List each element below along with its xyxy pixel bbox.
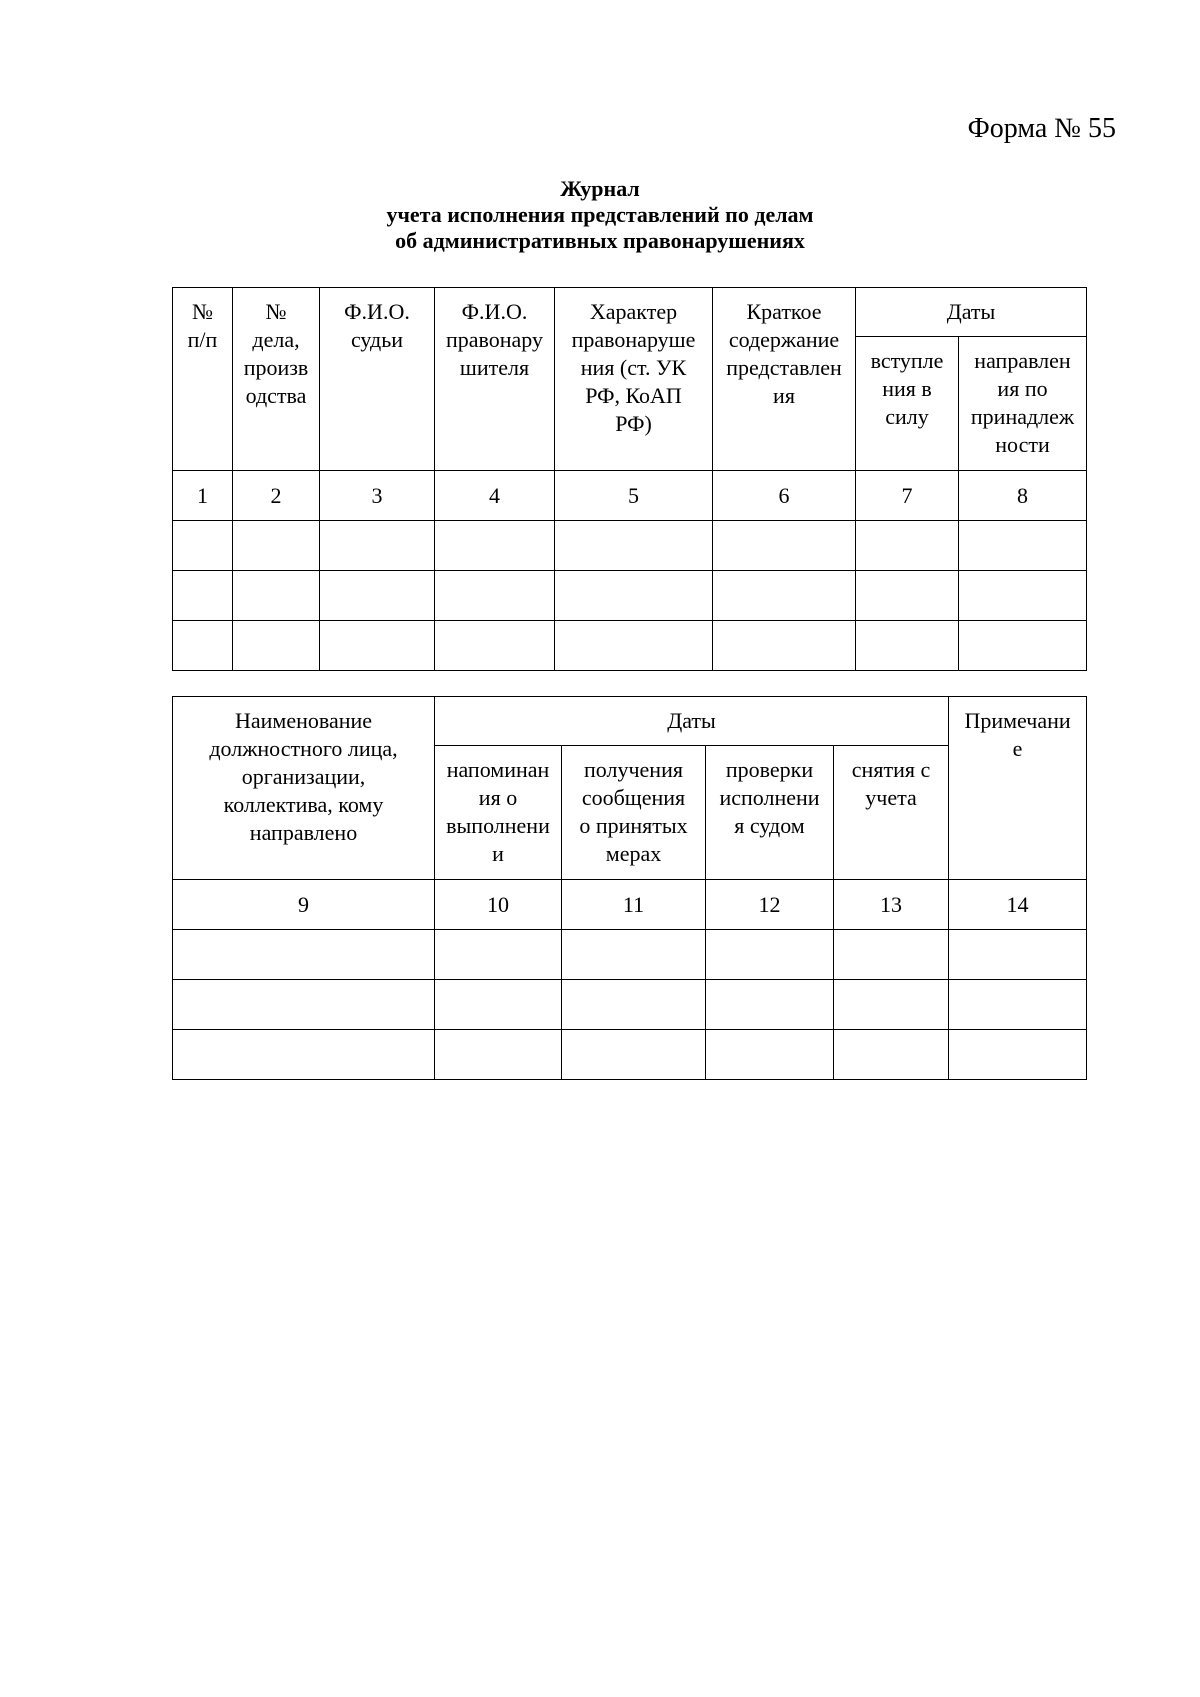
empty-cell xyxy=(435,930,562,980)
header-cell-jurisdiction-date: направлен ия по принадлеж ности xyxy=(959,337,1087,471)
empty-cell xyxy=(834,1030,949,1080)
header-cell-note: Примечани е xyxy=(949,697,1087,880)
empty-cell xyxy=(706,1030,834,1080)
form-number: Форма № 55 xyxy=(967,113,1116,144)
title-line-1: Журнал xyxy=(560,176,640,201)
header-row-1 xyxy=(173,697,1087,746)
table-row xyxy=(173,521,1087,571)
header-cell-case-number: № дела, произв одства xyxy=(233,288,320,471)
column-number-cell: 1 xyxy=(173,471,233,521)
empty-cell xyxy=(713,571,856,621)
document-title xyxy=(0,176,1200,254)
empty-cell xyxy=(435,621,555,671)
empty-cell xyxy=(555,621,713,671)
table-row xyxy=(173,621,1087,671)
title-line-3: об административных правонарушениях xyxy=(395,228,805,253)
title-line-2: учета исполнения представлений по делам xyxy=(386,202,814,227)
empty-cell xyxy=(562,980,706,1030)
header-cell-effective-date: вступле ния в силу xyxy=(856,337,959,471)
empty-cell xyxy=(856,571,959,621)
empty-cell xyxy=(713,621,856,671)
column-number-cell: 10 xyxy=(435,880,562,930)
empty-cell xyxy=(713,521,856,571)
empty-cell xyxy=(435,571,555,621)
empty-cell xyxy=(949,980,1087,1030)
empty-cell xyxy=(173,930,435,980)
table-row xyxy=(173,930,1087,980)
empty-cell xyxy=(173,980,435,1030)
empty-cell xyxy=(856,521,959,571)
journal-table-part-2 xyxy=(172,696,1087,1080)
column-number-cell: 12 xyxy=(706,880,834,930)
column-number-cell: 4 xyxy=(435,471,555,521)
empty-cell xyxy=(959,571,1087,621)
empty-cell xyxy=(320,621,435,671)
header-row-1 xyxy=(173,288,1087,337)
empty-cell xyxy=(233,621,320,671)
column-number-row xyxy=(173,471,1087,521)
empty-cell xyxy=(856,621,959,671)
header-cell-reminder-date: напоминан ия о выполнени и xyxy=(435,746,562,880)
empty-cell xyxy=(706,930,834,980)
empty-cell xyxy=(949,1030,1087,1080)
header-cell-check-date: проверки исполнени я судом xyxy=(706,746,834,880)
header-cell-offender-name: Ф.И.О. правонару шителя xyxy=(435,288,555,471)
empty-cell xyxy=(834,980,949,1030)
empty-cell xyxy=(233,571,320,621)
column-number-cell: 11 xyxy=(562,880,706,930)
header-cell-offense-nature: Характер правонаруше ния (ст. УК РФ, КоАП РФ) xyxy=(555,288,713,471)
column-number-cell: 2 xyxy=(233,471,320,521)
header-cell-response-date: получения сообщения о принятых мерах xyxy=(562,746,706,880)
table-row xyxy=(173,571,1087,621)
empty-cell xyxy=(959,521,1087,571)
empty-cell xyxy=(435,980,562,1030)
empty-cell xyxy=(320,571,435,621)
empty-cell xyxy=(173,521,233,571)
table-row xyxy=(173,1030,1087,1080)
empty-cell xyxy=(555,521,713,571)
column-number-cell: 14 xyxy=(949,880,1087,930)
header-cell-judge-name: Ф.И.О. судьи xyxy=(320,288,435,471)
empty-cell xyxy=(834,930,949,980)
header-cell-row-number: № п/п xyxy=(173,288,233,471)
column-number-cell: 3 xyxy=(320,471,435,521)
empty-cell xyxy=(173,571,233,621)
table-row xyxy=(173,980,1087,1030)
empty-cell xyxy=(435,521,555,571)
journal-table-part-1 xyxy=(172,287,1087,671)
column-number-cell: 6 xyxy=(713,471,856,521)
empty-cell xyxy=(706,980,834,1030)
header-cell-recipient: Наименование должностного лица, организации, коллектива, кому направлено xyxy=(173,697,435,880)
column-number-row xyxy=(173,880,1087,930)
empty-cell xyxy=(173,1030,435,1080)
header-cell-dates-group: Даты xyxy=(856,288,1087,337)
column-number-cell: 8 xyxy=(959,471,1087,521)
empty-cell xyxy=(562,930,706,980)
empty-cell xyxy=(562,1030,706,1080)
column-number-cell: 13 xyxy=(834,880,949,930)
column-number-cell: 7 xyxy=(856,471,959,521)
header-cell-dates-group: Даты xyxy=(435,697,949,746)
column-number-cell: 9 xyxy=(173,880,435,930)
empty-cell xyxy=(435,1030,562,1080)
header-cell-summary: Краткое содержание представлен ия xyxy=(713,288,856,471)
empty-cell xyxy=(949,930,1087,980)
column-number-cell: 5 xyxy=(555,471,713,521)
header-cell-removal-date: снятия с учета xyxy=(834,746,949,880)
empty-cell xyxy=(555,571,713,621)
empty-cell xyxy=(959,621,1087,671)
empty-cell xyxy=(173,621,233,671)
empty-cell xyxy=(320,521,435,571)
empty-cell xyxy=(233,521,320,571)
